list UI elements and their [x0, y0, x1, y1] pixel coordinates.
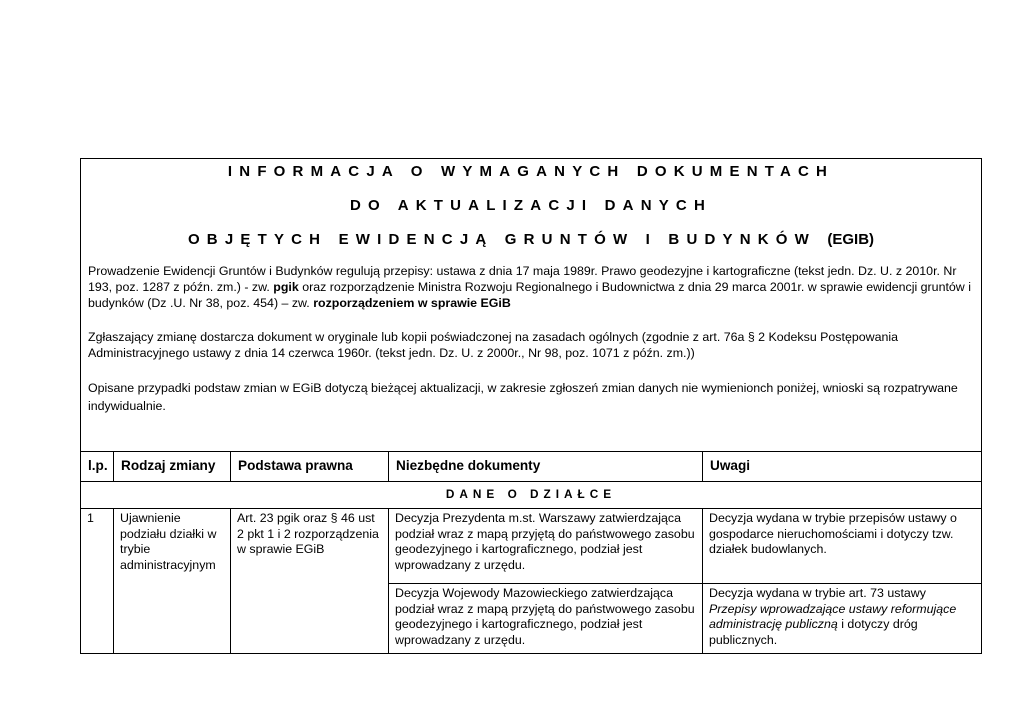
info-table — [80, 158, 982, 654]
section-row — [81, 482, 982, 509]
table-header-row — [81, 452, 982, 482]
table-row — [81, 509, 982, 584]
uwagi2-italic: Przepisy wprowadzające ustawy reformujące administrację publiczną — [709, 601, 957, 631]
p1-bold-egib: rozporządzeniem w sprawie EGiB — [313, 296, 511, 310]
row-uwagi-2 — [703, 584, 982, 654]
header-rodzaj: Rodzaj zmiany — [114, 452, 231, 482]
intro-paragraph-1 — [88, 263, 974, 311]
title-egib: (EGIB) — [827, 231, 875, 248]
row-dokument-2: Decyzja Wojewody Mazowieckiego zatwierdzająca podział wraz z mapą przyjętą do państwowego zasobu geodezyjnego i kartograficznego, podział jest wprowadzany z urzędu. — [389, 584, 703, 654]
document — [80, 158, 981, 655]
uwagi2-text-a: Decyzja wydana w trybie art. 73 ustawy — [709, 586, 926, 600]
section-dane-o-dzialce: DANE O DZIAŁCE — [81, 482, 982, 509]
row-lp: 1 — [81, 509, 114, 654]
row-podstawa: Art. 23 pgik oraz § 46 ust 2 pkt 1 i 2 rozporządzenia w sprawie EGiB — [231, 509, 389, 654]
row-uwagi-1: Decyzja wydana w trybie przepisów ustawy o gospodarce nieruchomościami i dotyczy tzw. działek budowlanych. — [703, 509, 982, 584]
p1-bold-pgik: pgik — [273, 280, 299, 294]
header-lp: l.p. — [81, 452, 114, 482]
uwagi2-text-b: i dotyczy dróg publicznych. — [709, 617, 918, 647]
title-line-3-text: OBJĘTYCH EWIDENCJĄ GRUNTÓW I BUDYNKÓW — [187, 231, 817, 248]
title-line-3 — [81, 229, 981, 251]
intro-paragraph-2: Zgłaszający zmianę dostarcza dokument w oryginale lub kopii poświadczonej na zasadach ogólnych (zgodnie z art. 76a § 2 Kodeksu Postępowania Administracyjnego ustawy z dnia 14 czerwca 1960r. (tekst jedn. Dz. U. z 2000r., Nr 98, poz. 1071 z późn. zm.)) — [88, 330, 898, 360]
title-line-2: DO AKTUALIZACJI DANYCH — [349, 197, 712, 214]
title-line-1: INFORMACJA O WYMAGANYCH DOKUMENTACH — [227, 163, 835, 180]
p1-text-b: oraz rozporządzenie Ministra Rozwoju Regionalnego i Budownictwa z dnia 29 marca 2001r. w sprawie ewidencji gruntów i budynków (Dz .U. Nr 38, poz. 454) – zw. — [88, 280, 971, 310]
header-dokumenty: Niezbędne dokumenty — [389, 452, 703, 482]
header-uwagi: Uwagi — [703, 452, 982, 482]
header-podstawa: Podstawa prawna — [231, 452, 389, 482]
intro-paragraph-3: Opisane przypadki podstaw zmian w EGiB dotyczą bieżącej aktualizacji, w zakresie zgłoszeń zmian danych nie wymienionch poniżej, wnioski są rozpatrywane indywidualnie. — [88, 381, 958, 413]
row-dokument-1: Decyzja Prezydenta m.st. Warszawy zatwierdzająca podział wraz z mapą przyjętą do państwowego zasobu geodezyjnego i kartograficznego, podział jest wprowadzany z urzędu. — [389, 509, 703, 584]
intro-cell — [81, 159, 982, 452]
p1-text-a: Prowadzenie Ewidencji Gruntów i Budynków regulują przepisy: ustawa z dnia 17 maja 1989r. Prawo geodezyjne i kartograficzne (tekst jedn. Dz. U. z 2010r. Nr 193, poz. 1287 z późn. zm.) - zw. — [88, 264, 957, 294]
row-rodzaj: Ujawnienie podziału działki w trybie administracyjnym — [114, 509, 231, 654]
